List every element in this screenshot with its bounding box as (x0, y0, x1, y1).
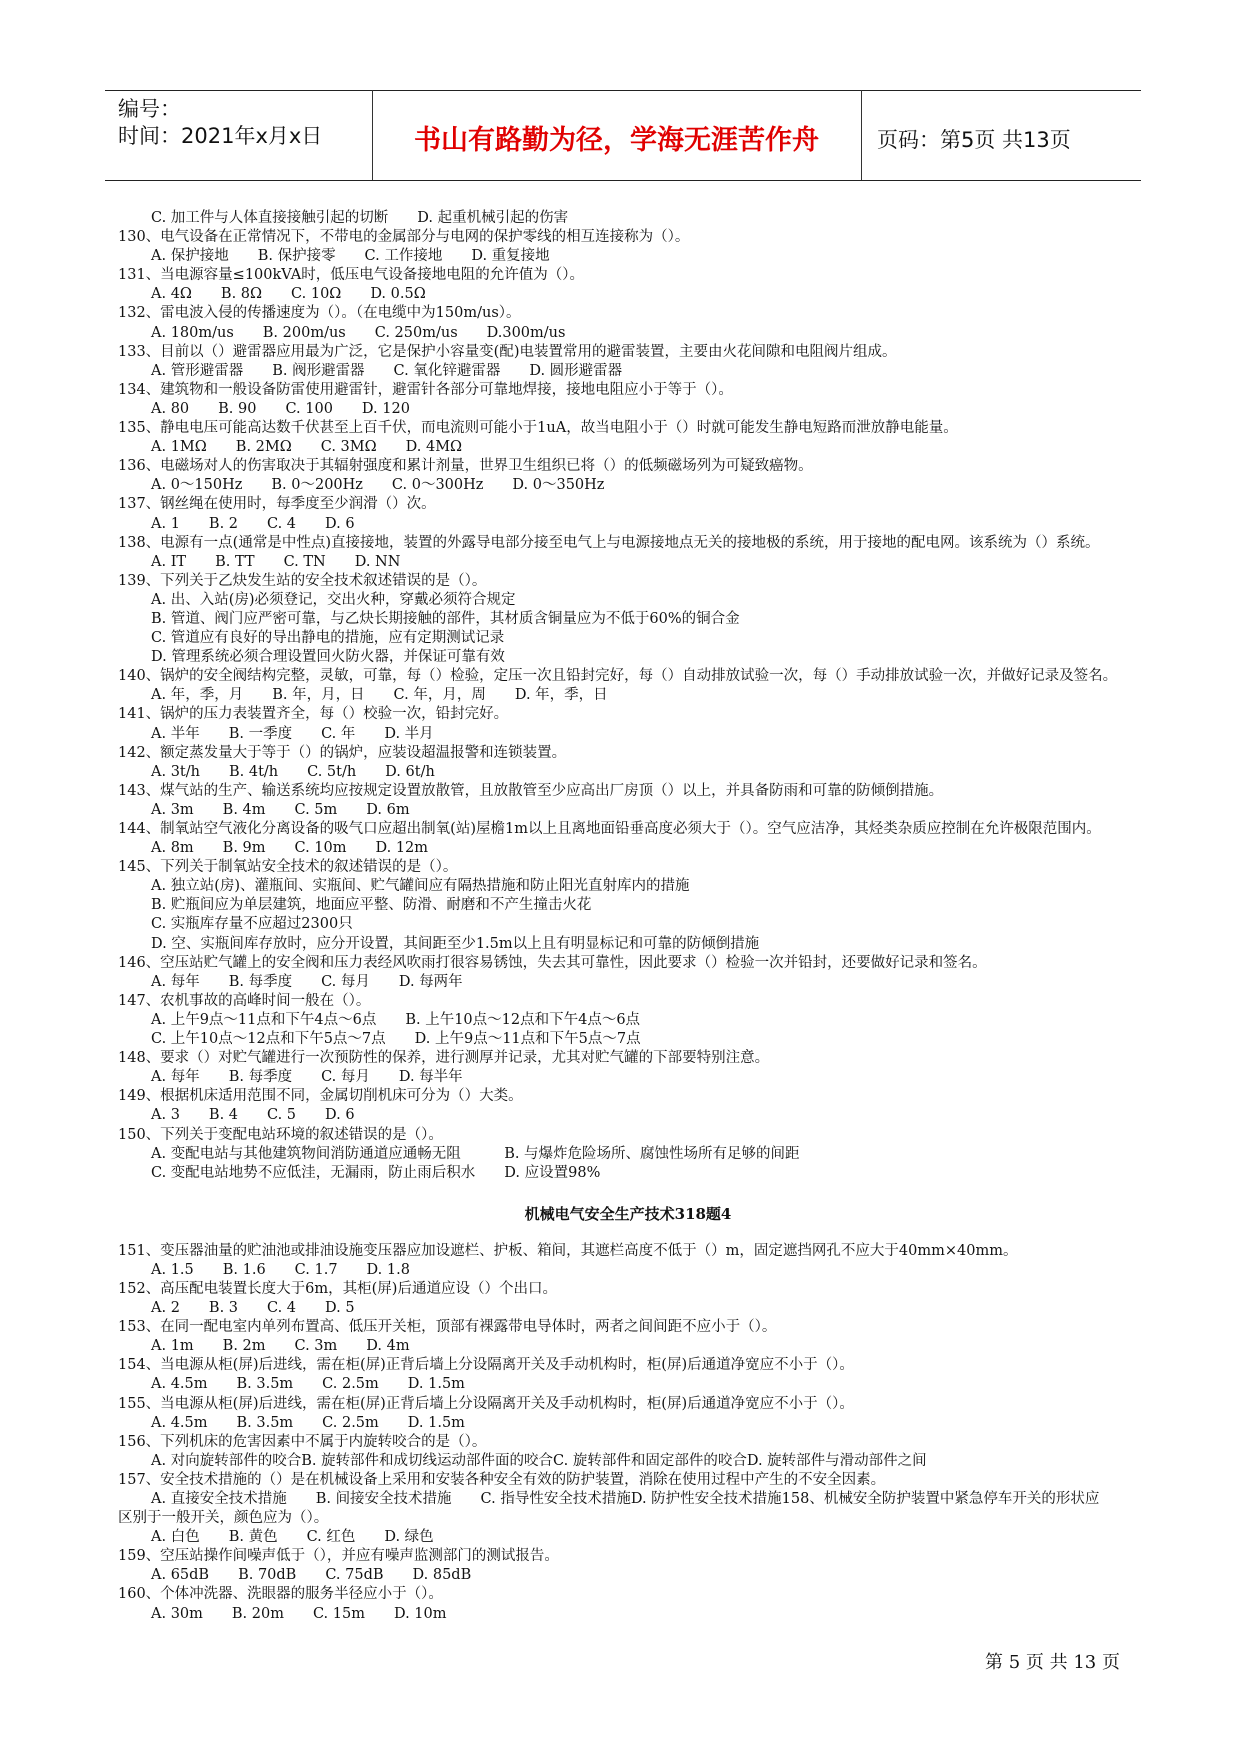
header-page-label: 页码：第5页 共13页 (877, 128, 1071, 152)
option-line: A. 180m/us B. 200m/us C. 250m/us D.300m/us (151, 324, 566, 341)
question-line: 140、锅炉的安全阀结构完整，灵敏，可靠，每（）检验，定压一次且铅封完好，每（）自动排放试验一次，每（）手动排放试验一次，并做好记录及签名。 (118, 668, 1118, 685)
option-line: A. 4.5m B. 3.5m C. 2.5m D. 1.5m (151, 1414, 465, 1431)
option-line: C. 变配电站地势不应低洼，无漏雨，防止雨后积水 D. 应设置98% (151, 1164, 601, 1181)
option-line: A. 2 B. 3 C. 4 D. 5 (151, 1300, 355, 1317)
question-line: 157、安全技术措施的（）是在机械设备上采用和安装各种安全有效的防护装置，消除在使用过程中产生的不安全因素。 (118, 1471, 886, 1488)
option-line: A. 白色 B. 黄色 C. 红色 D. 绿色 (151, 1529, 434, 1546)
header-number-label: 编号： (118, 97, 181, 121)
questions-part-2 (118, 1242, 1138, 1624)
question-line: 132、雷电波入侵的传播速度为（）。（在电缆中为150m/us）。 (118, 305, 521, 322)
option-line: A. 0～150Hz B. 0～200Hz C. 0～300Hz D. 0～350Hz (151, 477, 605, 494)
option-line: A. 1MΩ B. 2MΩ C. 3MΩ D. 4MΩ (151, 439, 463, 456)
question-line: 142、额定蒸发量大于等于（）的锅炉，应装设超温报警和连锁装置。 (118, 744, 567, 761)
question-line: 143、煤气站的生产、输送系统均应按规定设置放散管，且放散管至少应高出厂房顶（）以上，并具备防雨和可靠的防倾倒措施。 (118, 782, 944, 799)
option-line: A. 变配电站与其他建筑物间消防通道应通畅无阻 B. 与爆炸危险场所、腐蚀性场所有足够的间距 (151, 1145, 800, 1162)
option-line: A. 8m B. 9m C. 10m D. 12m (151, 840, 429, 857)
header-top-rule (105, 90, 1141, 91)
question-line: 153、在同一配电室内单列布置高、低压开关柜，顶部有裸露带电导体时，两者之间间距不应小于（）。 (118, 1319, 777, 1336)
question-line: 135、静电电压可能高达数千伏甚至上百千伏，而电流则可能小于1uA，故当电阻小于（）时就可能发生静电短路而泄放静电能量。 (118, 420, 958, 437)
question-line: 147、农机事故的高峰时间一般在（）。 (118, 992, 371, 1009)
option-line: A. 1.5 B. 1.6 C. 1.7 D. 1.8 (151, 1261, 410, 1278)
question-line: 160、个体冲洗器、洗眼器的服务半径应小于（）。 (118, 1586, 443, 1603)
option-line: D. 空、实瓶间库存放时，应分开设置，其间距至少1.5m以上且有明显标记和可靠的防倾倒措施 (151, 935, 760, 952)
question-line: 149、根据机床适用范围不同，金属切削机床可分为（）大类。 (118, 1088, 523, 1105)
option-line: A. 上午9点～11点和下午4点～6点 B. 上午10点～12点和下午4点～6点 (151, 1011, 641, 1028)
option-line: A. 保护接地 B. 保护接零 C. 工作接地 D. 重复接地 (151, 248, 550, 265)
questions-part-1 (118, 209, 1138, 1183)
option-line: A. 30m B. 20m C. 15m D. 10m (151, 1605, 447, 1622)
option-line: A. 4Ω B. 8Ω C. 10Ω D. 0.5Ω (151, 286, 426, 303)
question-line: 146、空压站贮气罐上的安全阀和压力表经风吹雨打很容易锈蚀，失去其可靠性，因此要求（）检验一次并铅封，还要做好记录和签名。 (118, 954, 987, 971)
continuation-line: 区别于一般开关，颜色应为（）。 (118, 1510, 329, 1527)
option-line: A. 3m B. 4m C. 5m D. 6m (151, 801, 410, 818)
question-line: 145、下列关于制氧站安全技术的叙述错误的是（）。 (118, 859, 458, 876)
question-line: 134、建筑物和一般设备防雷使用避雷针，避雷针各部分可靠地焊接，接地电阻应小于等于（）。 (118, 381, 733, 398)
question-line: 139、下列关于乙炔发生站的安全技术叙述错误的是（）。 (118, 572, 487, 589)
header-bottom-rule (105, 180, 1141, 181)
question-line: 154、当电源从柜(屏)后进线，需在柜(屏)正背后墙上分设隔离开关及手动机构时，柜(屏)后通道净宽应不小于（）。 (118, 1357, 854, 1374)
option-line: A. IT B. TT C. TN D. NN (151, 553, 401, 570)
question-line: 159、空压站操作间噪声低于（），并应有噪声监测部门的测试报告。 (118, 1548, 559, 1565)
question-line: 150、下列关于变配电站环境的叙述错误的是（）。 (118, 1126, 443, 1143)
page-footer: 第 5 页 共 13 页 (985, 1652, 1120, 1673)
question-line: 156、下列机床的危害因素中不属于内旋转咬合的是（）。 (118, 1433, 487, 1450)
question-line: 141、锅炉的压力表装置齐全，每（）校验一次，铅封完好。 (118, 706, 509, 723)
question-line: 133、目前以（）避雷器应用最为广泛，它是保护小容量变(配)电装置常用的避雷装置，主要由火花间隙和电阻阀片组成。 (118, 343, 897, 360)
option-line: A. 每年 B. 每季度 C. 每月 D. 每半年 (151, 1069, 463, 1086)
option-line: A. 80 B. 90 C. 100 D. 120 (151, 400, 410, 417)
question-line: 144、制氧站空气液化分离设备的吸气口应超出制氧(站)屋檐1m以上且离地面铅垂高度必须大于（）。空气应洁净，其烃类杂质应控制在允许极限范围内。 (118, 821, 1101, 837)
option-line: A. 直接安全技术措施 B. 间接安全技术措施 C. 指导性安全技术措施D. 防护性安全技术措施158、机械安全防护装置中紧急停车开关的形状应 (151, 1491, 1100, 1507)
option-line: A. 每年 B. 每季度 C. 每月 D. 每两年 (151, 973, 463, 990)
question-line: 137、钢丝绳在使用时，每季度至少润滑（）次。 (118, 496, 436, 513)
question-line: 148、要求（）对贮气罐进行一次预防性的保养，进行测厚并记录，尤其对贮气罐的下部要特别注意。 (118, 1050, 770, 1067)
option-line: A. 独立站(房)、灌瓶间、实瓶间、贮气罐间应有隔热措施和防止阳光直射库内的措施 (151, 878, 690, 895)
question-line: 138、电源有一点(通常是中性点)直接接地，装置的外露导电部分接至电气上与电源接地点无关的接地极的系统，用于接地的配电网。该系统为（）系统。 (118, 534, 1100, 551)
option-line: B. 管道、阀门应严密可靠，与乙炔长期接触的部件，其材质含铜量应为不低于60%的铜合金 (151, 610, 740, 627)
option-line: C. 加工件与人体直接接触引起的切断 D. 起重机械引起的伤害 (151, 210, 569, 226)
question-line: 130、电气设备在正常情况下，不带电的金属部分与电网的保护零线的相互连接称为（）。 (118, 229, 690, 246)
option-line: A. 管形避雷器 B. 阀形避雷器 C. 氧化锌避雷器 D. 圆形避雷器 (151, 362, 623, 379)
document-body (118, 209, 1138, 1624)
option-line: A. 65dB B. 70dB C. 75dB D. 85dB (151, 1567, 472, 1584)
option-line: B. 贮瓶间应为单层建筑，地面应平整、防滑、耐磨和不产生撞击火花 (151, 897, 592, 914)
question-line: 155、当电源从柜(屏)后进线，需在柜(屏)正背后墙上分设隔离开关及手动机构时，柜(屏)后通道净宽应不小于（）。 (118, 1395, 854, 1412)
header-time-label: 时间：2021年x月x日 (118, 124, 323, 148)
option-line: A. 3t/h B. 4t/h C. 5t/h D. 6t/h (151, 763, 435, 780)
option-line: A. 4.5m B. 3.5m C. 2.5m D. 1.5m (151, 1376, 465, 1393)
header-motto: 书山有路勤为径，学海无涯苦作舟 (414, 125, 819, 156)
question-line: 136、电磁场对人的伤害取决于其辐射强度和累计剂量，世界卫生组织已将（）的低频磁场列为可疑致癌物。 (118, 458, 813, 475)
header-divider-right (861, 90, 862, 180)
question-line: 152、高压配电装置长度大于6m，其柜(屏)后通道应设（）个出口。 (118, 1280, 557, 1297)
option-line: C. 上午10点～12点和下午5点～7点 D. 上午9点～11点和下午5点～7点 (151, 1031, 641, 1048)
option-line: D. 管理系统必须合理设置回火防火器，并保证可靠有效 (151, 649, 505, 666)
section-title: 机械电气安全生产技术318题4 (524, 1204, 732, 1223)
option-line: A. 对向旋转部件的咬合B. 旋转部件和成切线运动部件面的咬合C. 旋转部件和固定部件的咬合D. 旋转部件与滑动部件之间 (151, 1452, 927, 1469)
option-line: C. 实瓶库存量不应超过2300只 (151, 916, 353, 933)
option-line: A. 出、入站(房)必须登记，交出火种，穿戴必须符合规定 (151, 591, 516, 608)
option-line: A. 年，季，月 B. 年，月，日 C. 年，月，周 D. 年，季，日 (151, 687, 608, 704)
option-line: A. 半年 B. 一季度 C. 年 D. 半月 (151, 725, 434, 742)
option-line: A. 1 B. 2 C. 4 D. 6 (151, 515, 355, 532)
option-line: A. 3 B. 4 C. 5 D. 6 (151, 1107, 355, 1124)
option-line: A. 1m B. 2m C. 3m D. 4m (151, 1338, 410, 1355)
question-line: 151、变压器油量的贮油池或排油设施变压器应加设遮栏、护板、箱间，其遮栏高度不低于（）m，固定遮挡网孔不应大于40mm×40mm。 (118, 1242, 1018, 1259)
option-line: C. 管道应有良好的导出静电的措施，应有定期测试记录 (151, 630, 505, 647)
question-line: 131、当电源容量≤100kVA时，低压电气设备接地电阻的允许值为（）。 (118, 267, 584, 284)
